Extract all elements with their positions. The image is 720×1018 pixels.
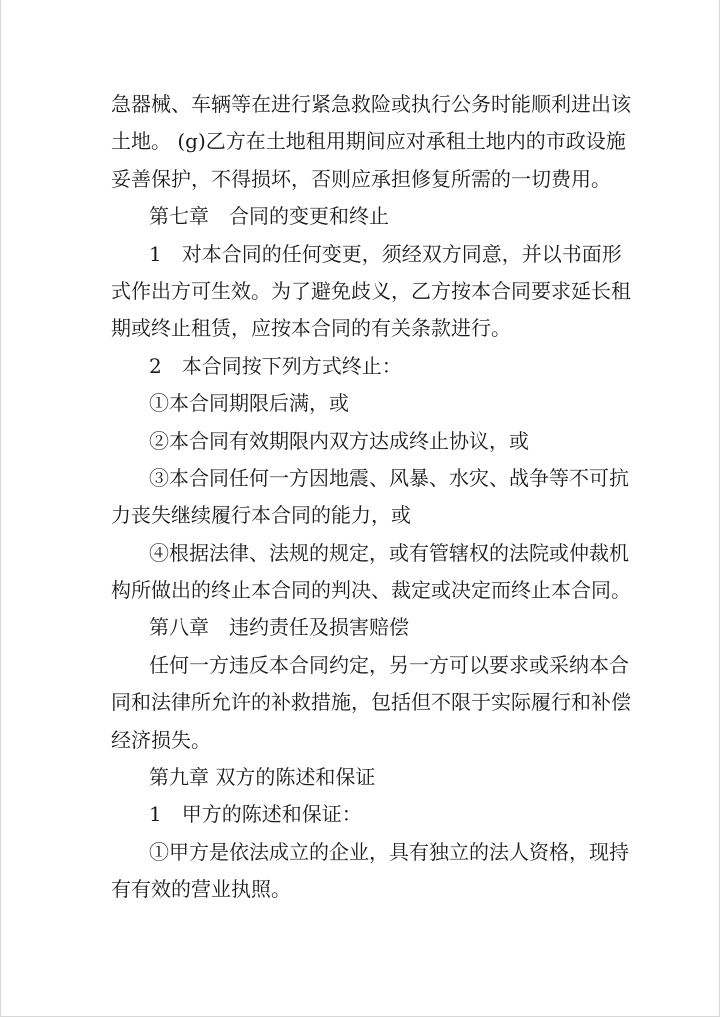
- text-line: ②本合同有效期限内双方达成终止协议，或: [149, 428, 529, 453]
- text-line: 同和法律所允许的补救措施，包括但不限于实际履行和补偿: [111, 690, 631, 715]
- text-line: 1 对本合同的任何变更，须经双方同意，并以书面形: [149, 241, 622, 266]
- text-line: 妥善保护，不得损坏，否则应承担修复所需的一切费用。: [111, 166, 611, 191]
- text-line: 力丧失继续履行本合同的能力，或: [111, 503, 411, 528]
- text-line: 经济损失。: [111, 727, 211, 752]
- text-line: 任何一方违反本合同约定，另一方可以要求或采纳本合: [149, 652, 629, 677]
- text-line: ①甲方是依法成立的企业，具有独立的法人资格，现持: [149, 839, 629, 864]
- text-line: 第九章 双方的陈述和保证: [149, 765, 376, 790]
- text-line: 期或终止租赁，应按本合同的有关条款进行。: [111, 316, 511, 341]
- text-line: 土地。 (g)乙方在土地租用期间应对承租土地内的市政设施: [111, 129, 626, 154]
- text-line: 式作出方可生效。为了避免歧义，乙方按本合同要求延长租: [111, 278, 631, 303]
- text-line: 第七章 合同的变更和终止: [149, 204, 389, 229]
- document-body: [111, 86, 631, 909]
- text-line: 1 甲方的陈述和保证：: [149, 802, 362, 827]
- text-line: ③本合同任何一方因地震、风暴、水灾、战争等不可抗: [149, 465, 629, 490]
- text-line: 构所做出的终止本合同的判决、裁定或决定而终止本合同。: [111, 578, 631, 603]
- text-line: 2 本合同按下列方式终止：: [149, 353, 402, 378]
- text-line: ①本合同期限后满，或: [149, 391, 349, 416]
- text-line: 急器械、车辆等在进行紧急救险或执行公务时能顺利进出该: [111, 92, 631, 116]
- text-line: 第八章 违约责任及损害赔偿: [149, 615, 409, 640]
- text-line: ④根据法律、法规的规定，或有管辖权的法院或仲裁机: [149, 540, 629, 565]
- text-line: 有有效的营业执照。: [111, 877, 291, 902]
